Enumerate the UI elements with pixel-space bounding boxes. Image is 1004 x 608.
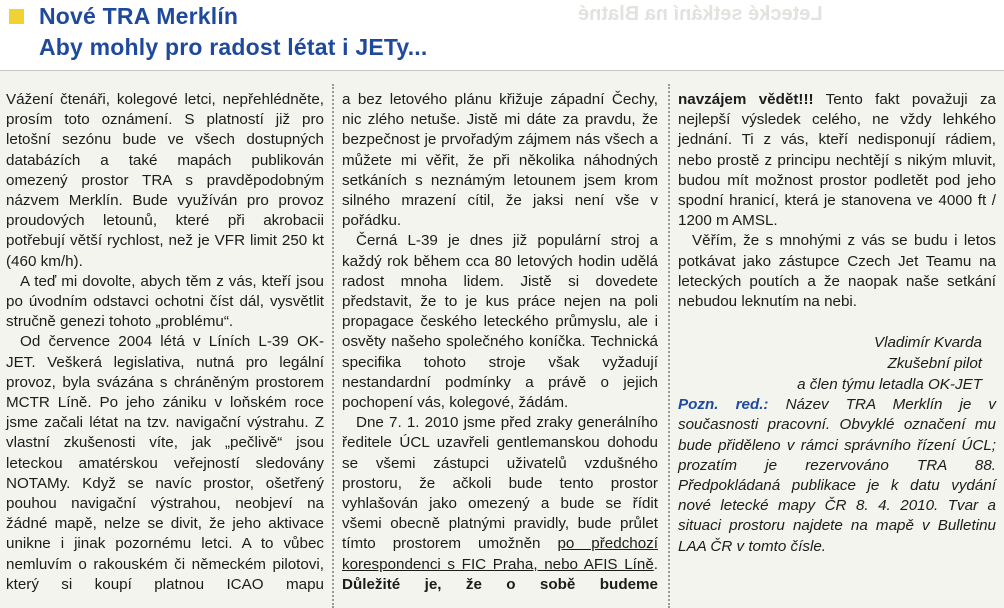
paragraph <box>342 413 658 595</box>
article-subtitle: Aby mohly pro radost létat i JETy... <box>39 34 428 60</box>
editor-note-text: Název TRA Merklín je v současnosti pracovní. Obvyklé označení mu bude přiděleno v rámci správního řízení ÚCL; prozatím je rezervováno TRA 88. Předpokládaná publikace je k datu vydání nové letecké mapy ČR 8. 4. 2010. Tvar a situaci prostoru najdete na mapě v Bulletinu LAA ČR v tomto čísle. <box>678 396 996 555</box>
section-marker-square <box>9 9 24 24</box>
bleed-through-text: Letecké setkání na Blatné <box>578 3 823 25</box>
emphasis-text: navzájem vědět!!! <box>678 91 814 108</box>
article-column-3 <box>678 90 996 557</box>
paragraph: Černá L-39 je dnes již populární stroj a každý rok během cca 80 letových hodin udělá radost mnoha lidem. Jistě si dovedete představit, že to je kus práce nejen na poli propagace českého leteckého průmyslu, ale i osvěty našeho společného koníčka. Technická specifika tohoto stroje však vyžadují nestandardní podmínky a právě o jejich pochopení vás, kolegové, žádám. <box>342 232 658 412</box>
editor-note-label: Pozn. red.: <box>678 396 769 414</box>
paragraph: a bez letového plánu křižuje západní Čechy, nic zlého netuše. Jistě mi dáte za pravdu, že bezpečnost je prvořadým zájmem nás všech a můžete mi věřit, že při několika náhodných setkáních s neznámým letounem jsem krom silného mrazení cítil, že jaksi není vše v pořádku. <box>342 91 658 230</box>
article-header <box>0 0 1004 70</box>
header-divider <box>0 70 1004 71</box>
author-signature <box>678 332 996 395</box>
author-affiliation: a člen týmu letadla OK-JET <box>797 376 982 394</box>
column-divider <box>332 84 334 608</box>
paragraph: Od července 2004 létá v Líních L-39 OK-JET. Veškerá legislativa, nutná pro legální provoz, byla svázána s chráněným prostorem MCTR Líně. Po jeho zániku v loňském roce jsme začali létat na tzv. navigační výstrahu. Z vlastní zkušenosti víte, jak „pečlivě“ jsou leteckou amatérskou veřejností sledovány NOTAMy. Když se navíc prostor, ošetřený pouhou navigační výstrahou, neobjeví na žádné mapě, nelze se divit, že jeho aktivace unikne i jinak pozornému letci. A to vůbec nemluvím o rakouském či německém pilotovi, který si koupí platnou ICAO mapu <box>6 333 324 593</box>
author-name: Vladimír Kvarda <box>873 334 982 352</box>
paragraph-text: Tento fakt považuji za nejlepší výsledek celého, ne vždy lehkého jednání. Ti z vás, kteří nedisponují rádiem, nebo prostě z principu nechtějí s nikým mluvit, budou mít možnost prostor podletět pod jeho spodní hranicí, která je stanovena ve 4000 ft / 1200 m AMSL. <box>678 91 996 230</box>
column-divider <box>668 84 670 608</box>
contact-link-text: po předchozí korespondenci s FIC Praha, nebo AFIS Líně <box>342 535 658 573</box>
paragraph-text: . <box>653 555 658 573</box>
emphasis-text: Důležité je, že o sobě budeme <box>342 575 658 593</box>
article-title: Nové TRA Merklín <box>39 3 239 29</box>
article-column-2 <box>342 90 658 595</box>
author-role: Zkušební pilot <box>887 355 982 373</box>
editor-note <box>678 395 996 557</box>
paragraph-text: Dne 7. 1. 2010 jsme před zraky generálního ředitele ÚCL uzavřeli gentlemanskou dohodu se všemi zástupci uživatelů vzdušného prostoru, že ačkoli bude tento prostor vyhlašován jako omezený a bude se řídit všemi obecně platnými pravidly, bude průlet tímto prostorem umožněn <box>342 414 658 553</box>
paragraph <box>678 90 996 231</box>
paragraph: Vážení čtenáři, kolegové letci, nepřehlédněte, prosím toto oznámení. S platností již pro letošní sezónu bude ve všech dostupných databázích a také mapách publikován omezený prostor TRA s pravděpodobným názvem Merklín. Bude využíván pro provoz proudových letounů, které při akrobacii potřebují větší rychlost, než je VFR limit 250 kt (460 km/h). <box>6 91 324 270</box>
article-column-1 <box>6 90 324 595</box>
paragraph: Věřím, že s mnohými z vás se budu i letos potkávat jako zástupce Czech Jet Teamu na leteckých poutích a že naopak naše setkání nebudou leknutím na nebi. <box>678 232 996 311</box>
paragraph: A teď mi dovolte, abych těm z vás, kteří jsou po úvodním odstavci ochotni číst dál, vysvětlit stručně genezi tohoto „problému“. <box>6 272 324 331</box>
